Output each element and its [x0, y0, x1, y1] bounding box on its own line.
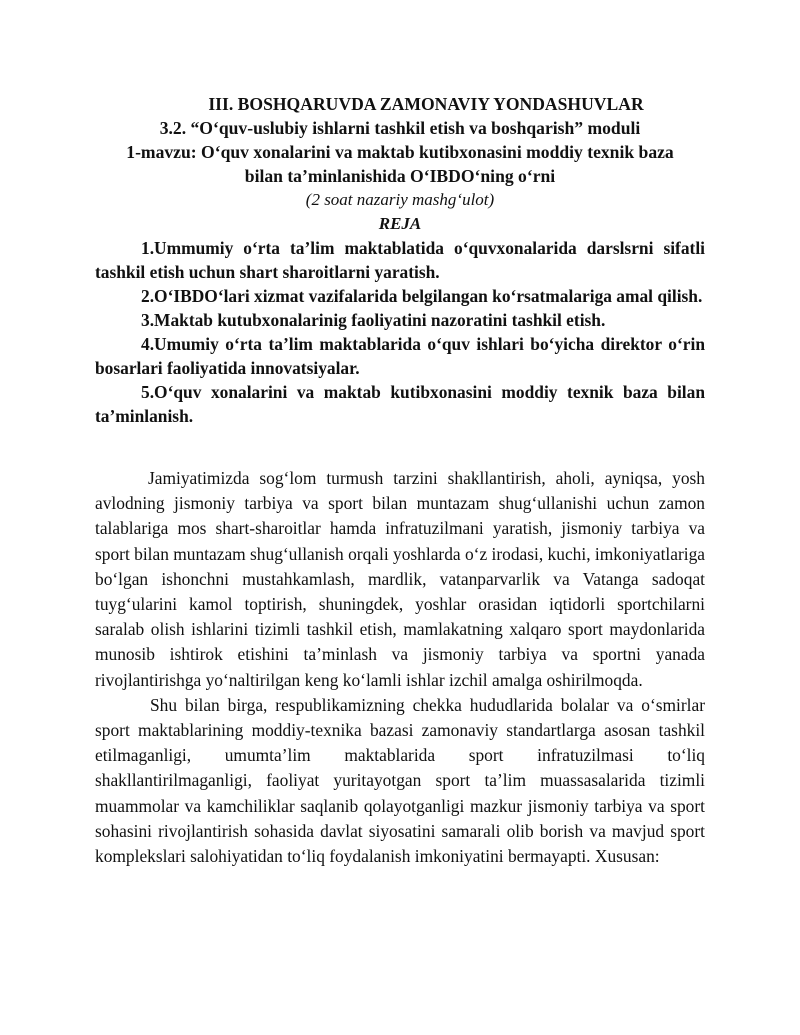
document-page	[95, 92, 705, 869]
lesson-subtitle: (2 soat nazariy mashg‘ulot)	[305, 190, 495, 209]
topic-heading-line-2: bilan ta’minlanishida O‘IBDO‘ning o‘rni	[244, 166, 556, 186]
module-heading: 3.2. “O‘quv-uslubiy ishlarni tashkil etish va boshqarish” moduli	[159, 118, 641, 138]
plan-item: 1.Ummumiy o‘rta ta’lim maktablatida o‘quvxonalarida darslsrni sifatli tashkil etish uchun shart sharoitlarni yaratish.	[95, 238, 705, 282]
plan-item: 2.O‘IBDO‘lari xizmat vazifalarida belgilangan ko‘rsatmalariga amal qilish.	[141, 286, 703, 306]
plan-list	[95, 236, 705, 428]
body-paragraph: Shu bilan birga, respublikamizning chekka hududlarida bolalar va o‘smirlar sport maktablarining moddiy-texnika bazasi zamonaviy standartlarga asosan tashkil etilmaganligi, umumta’lim maktablarida sport infratuzilmasi to‘liq shakllantirilmaganligi, faoliyat yuritayotgan sport ta’lim muassasalarida tizimli muammolar va kamchiliklar saqlanib qolayotganligi mazkur jismoniy tarbiya va sport sohasini rivojlantirish sohasida davlat siyosatini samarali olib borish va mavjud sport komplekslari salohiyatidan to‘liq foydalanish imkoniyatini bermayapti. Xususan:	[95, 694, 705, 867]
section-spacer	[95, 428, 705, 466]
plan-title: REJA	[378, 214, 422, 233]
topic-heading-line-1: 1-mavzu: O‘quv xonalarini va maktab kutibxonasini moddiy texnik baza	[126, 142, 674, 162]
plan-item: 4.Umumiy o‘rta ta’lim maktablarida o‘quv ishlari bo‘yicha direktor o‘rin bosarlari faoliyatida innovatsiyalar.	[95, 334, 705, 378]
body-paragraph: Jamiyatimizda sog‘lom turmush tarzini shakllantirish, aholi, ayniqsa, yosh avlodning jismoniy tarbiya va sport bilan muntazam shug‘ullanishi uchun zamon talablariga mos shart-sharoitlar hamda infratuzilmani yaratish, jismoniy tarbiya va sport bilan muntazam shug‘ullanish orqali yoshlarda o‘z irodasi, kuchi, imkoniyatlariga bo‘lgan ishonchni mustahkamlash, mardlik, vatanparvarlik va Vatanga sadoqat tuyg‘ularini kamol toptirish, shuningdek, yoshlar orasidan iqtidorli sportchilarni saralab olish ishlarini tizimli tashkil etish, mamlakatning xalqaro sport maydonlarida munosib ishtirok etishini ta’minlash va jismoniy tarbiya va sportni yanada rivojlantirishga yo‘naltirilgan keng ko‘lamli ishlar izchil amalga oshirilmoqda.	[95, 468, 705, 690]
plan-item: 5.O‘quv xonalarini va maktab kutibxonasini moddiy texnik baza bilan ta’minlanish.	[95, 382, 705, 426]
section-heading: III. BOSHQARUVDA ZAMONAVIY YONDASHUVLAR	[208, 94, 644, 114]
plan-item: 3.Maktab kutubxonalarinig faoliyatini nazoratini tashkil etish.	[141, 310, 606, 330]
